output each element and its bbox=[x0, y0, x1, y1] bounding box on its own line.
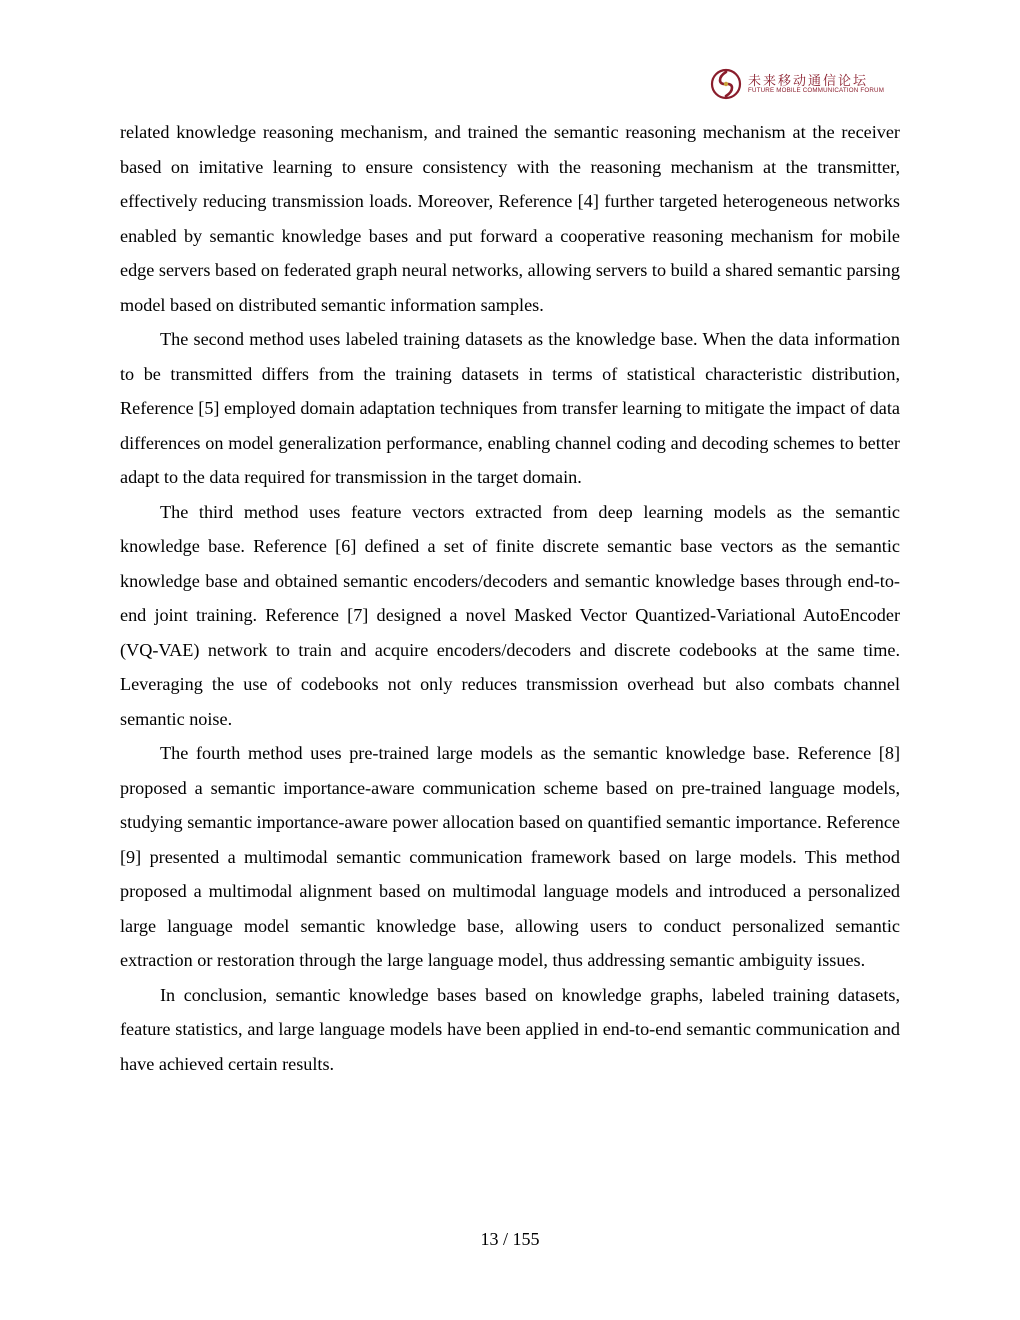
paragraph-knowledge-graph-continuation: related knowledge reasoning mechanism, and trained the semantic reasoning mechanism at the receiver based on imitative learning to ensure consistency with the reasoning mechanism at the transmitter, effectively reducing transmission loads. Moreover, Reference [4] further targeted heterogeneous networks enabled by semantic knowledge bases and put forward a cooperative reasoning mechanism for mobile edge servers based on federated graph neural networks, allowing servers to build a shared semantic parsing model based on distributed semantic information samples. bbox=[120, 122, 900, 315]
paragraph-fourth-method: The fourth method uses pre-trained large models as the semantic knowledge base. Reference [8] proposed a semantic importance-aware communication scheme based on pre-trained language models, studying semantic importance-aware power allocation based on quantified semantic importance. Reference [9] presented a multimodal semantic communication framework based on large models. This method proposed a multimodal alignment based on multimodal language models and introduced a personalized large language model semantic knowledge base, allowing users to conduct personalized semantic extraction or restoration through the large language model, thus addressing semantic ambiguity issues. bbox=[120, 743, 900, 970]
paragraph-conclusion: In conclusion, semantic knowledge bases based on knowledge graphs, labeled training datasets, feature statistics, and large language models have been applied in end-to-end semantic communication and have achieved certain results. bbox=[120, 984, 900, 1074]
logo-text-chinese: 未来移动通信论坛 bbox=[748, 74, 869, 89]
document-body bbox=[120, 115, 900, 1081]
forum-emblem-icon bbox=[710, 68, 742, 100]
logo-text-english: FUTURE MOBILE COMMUNICATION FORUM bbox=[748, 87, 885, 94]
paragraph-second-method: The second method uses labeled training datasets as the knowledge base. When the data information to be transmitted differs from the training datasets in terms of statistical characteristic distribution, Reference [5] employed domain adaptation techniques from transfer learning to mitigate the impact of data differences on model generalization performance, enabling channel coding and decoding schemes to better adapt to the data required for transmission in the target domain. bbox=[120, 329, 900, 487]
paragraph-third-method: The third method uses feature vectors extracted from deep learning models as the semantic knowledge base. Reference [6] defined a set of finite discrete semantic base vectors as the semantic knowledge base and obtained semantic encoders/decoders and semantic knowledge bases through end-to-end joint training. Reference [7] designed a novel Masked Vector Quantized-Variational AutoEncoder (VQ-VAE) network to train and acquire encoders/decoders and discrete codebooks at the same time. Leveraging the use of codebooks not only reduces transmission overhead but also combats channel semantic noise. bbox=[120, 501, 900, 729]
forum-logo bbox=[710, 68, 885, 100]
page-number: 13 / 155 bbox=[480, 1229, 540, 1249]
